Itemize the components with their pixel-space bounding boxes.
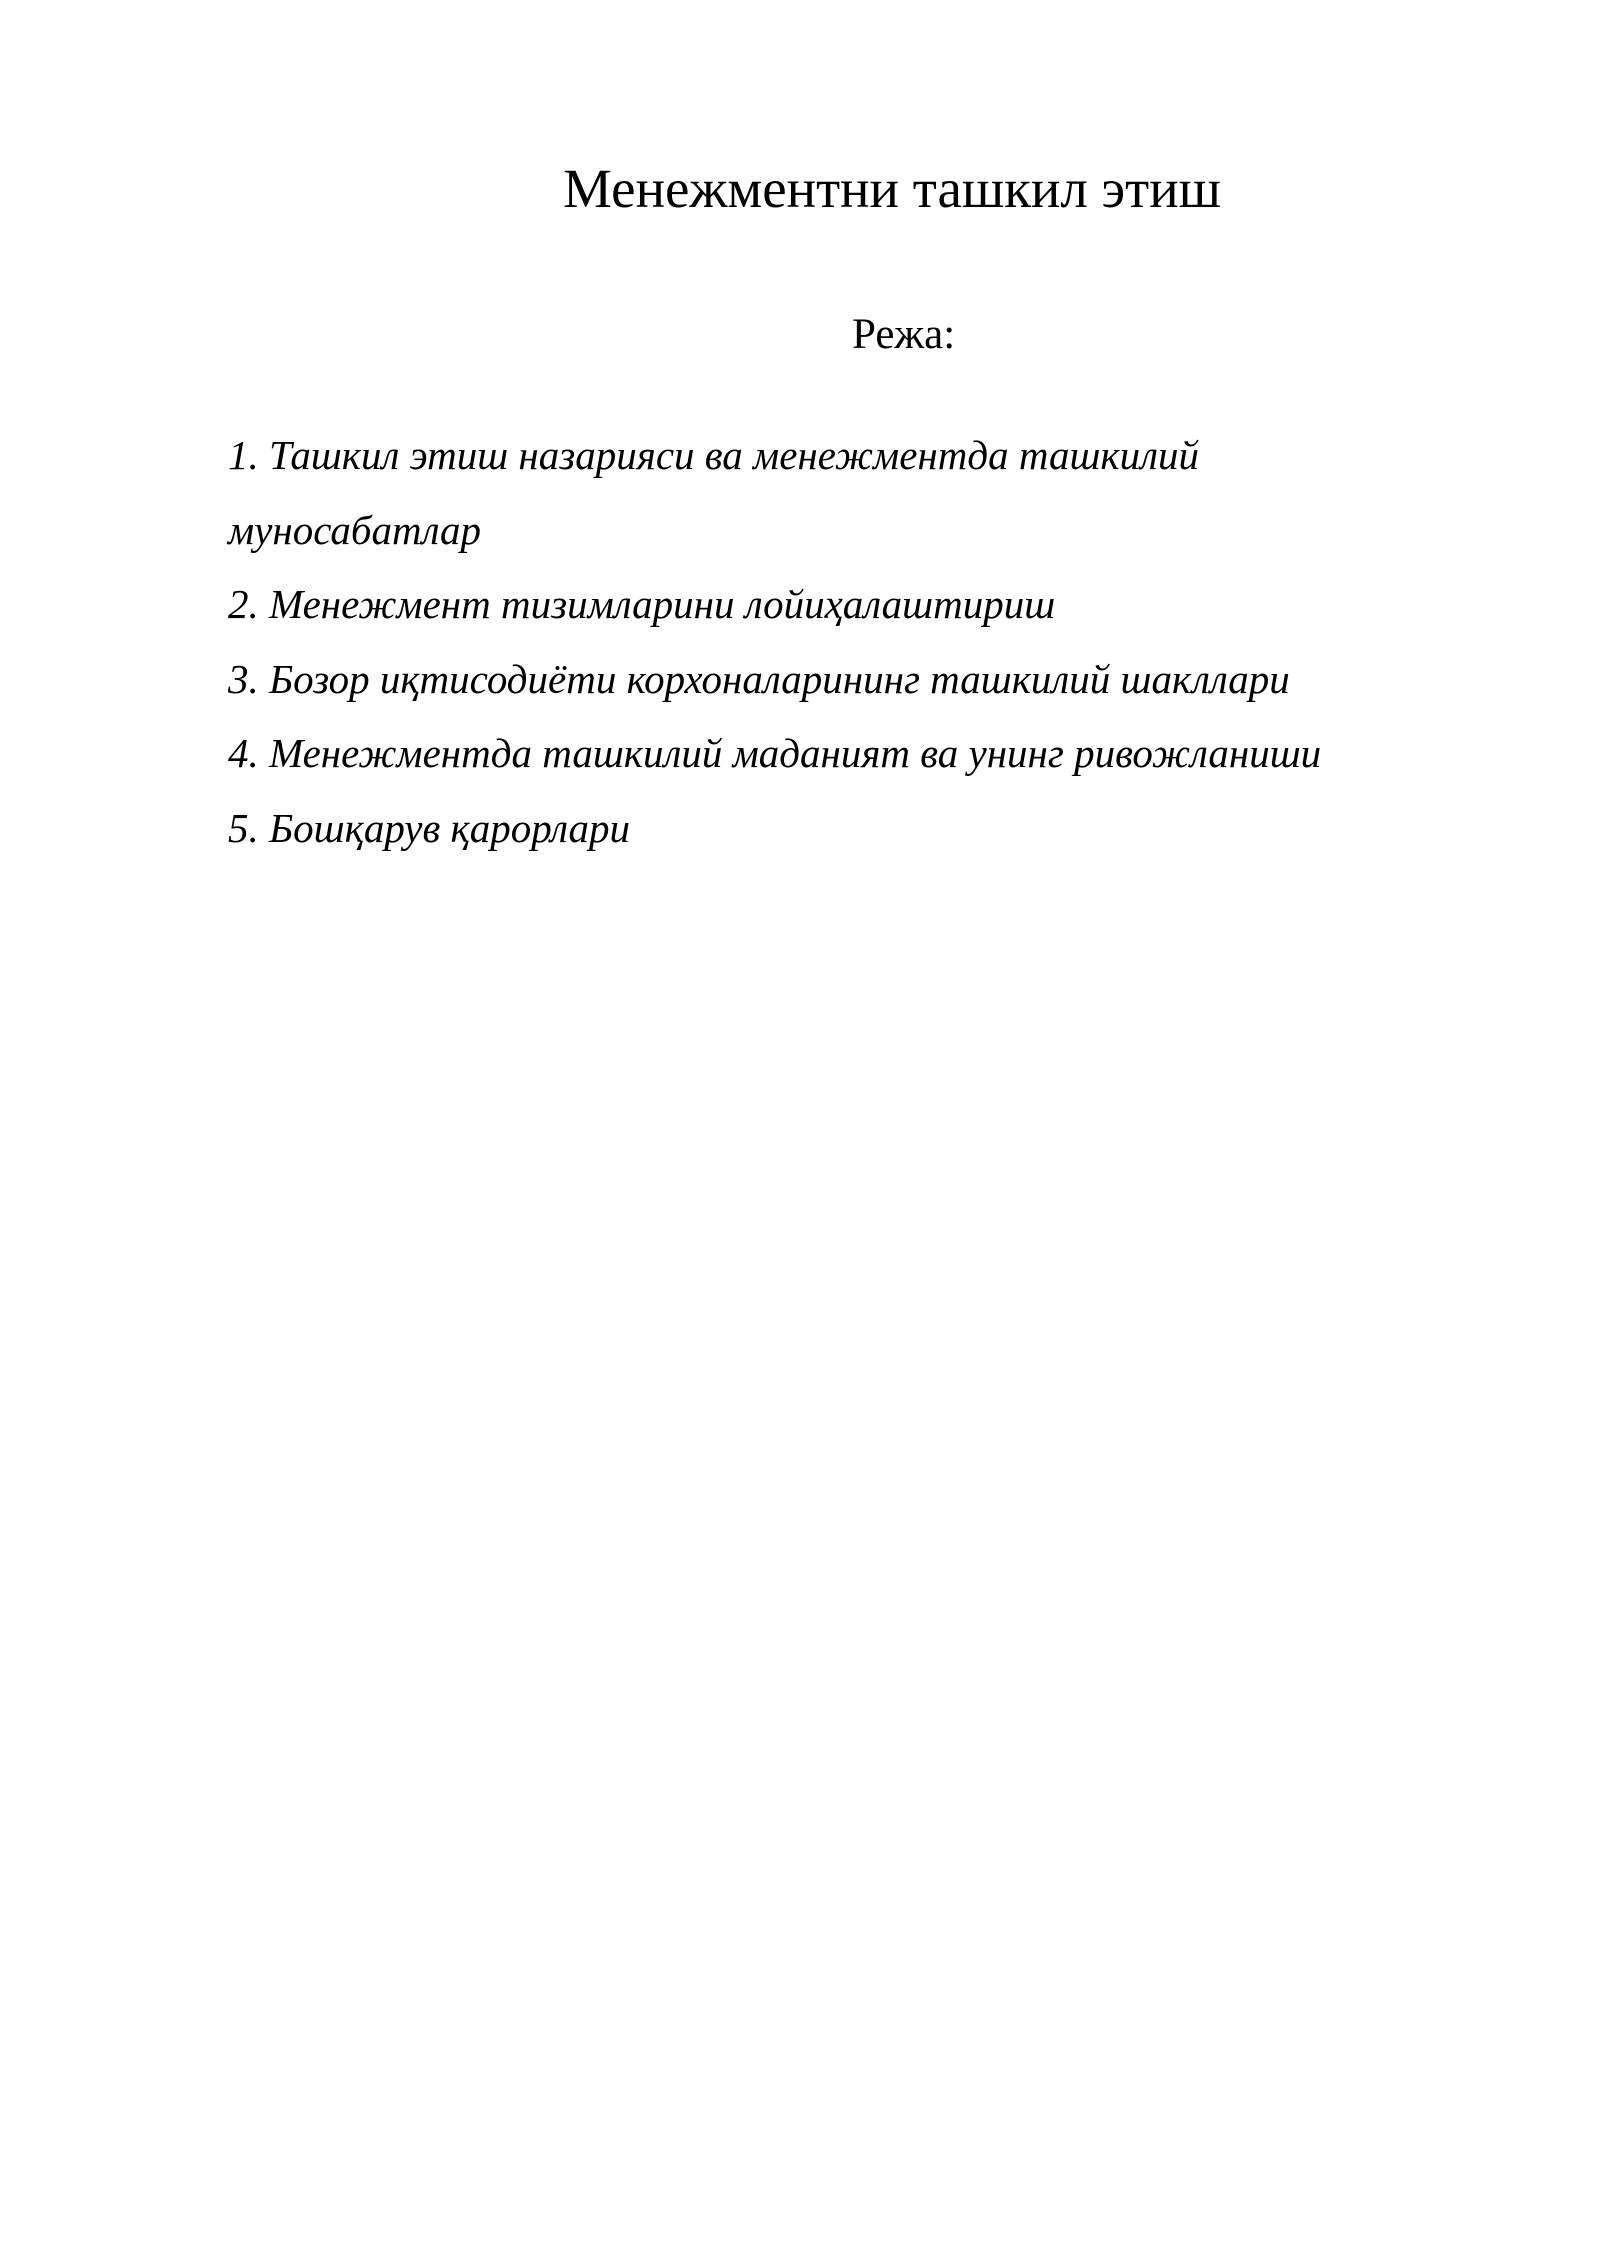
plan-item: 5. Бошқарув қарорлари	[228, 804, 631, 851]
plan-item: 3. Бозор иқтисодиёти корхоналарининг ташкилий шакллари	[228, 655, 1290, 702]
plan-item: 2. Менежмент тизимларини лойиҳалаштириш	[228, 581, 1056, 627]
plan-item: 4. Менежментда ташкилий маданият ва унинг ривожланиши	[228, 730, 1322, 776]
plan-list	[228, 418, 1428, 865]
plan-heading: Режа:	[852, 311, 956, 358]
document-title: Менежментни ташкил этиш	[563, 158, 1221, 219]
plan-item: 1. Ташкил этиш назарияси ва менежментда ташкилий муносабатлар	[228, 432, 1199, 553]
